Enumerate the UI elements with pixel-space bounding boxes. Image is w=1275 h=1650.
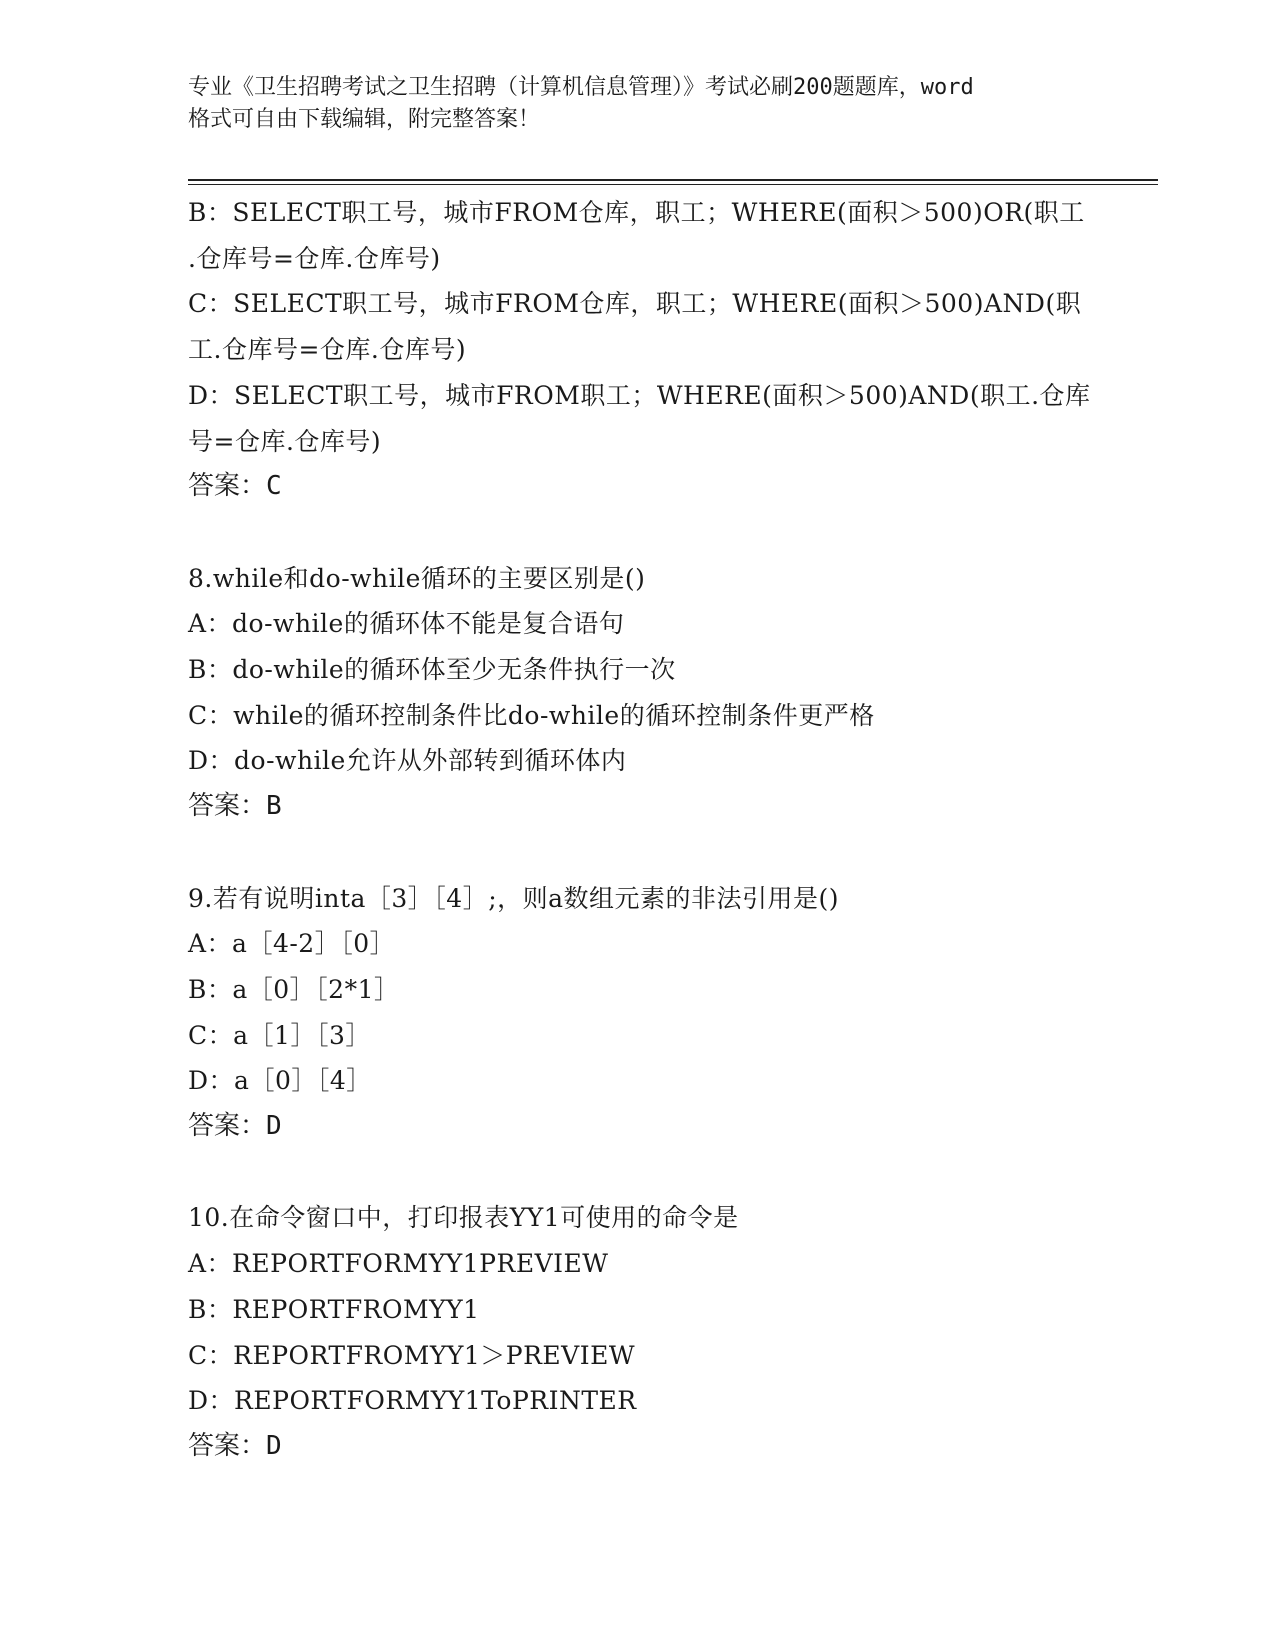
header-divider-thin [188, 184, 1158, 185]
q10-answer: 答案：D [188, 1430, 282, 1461]
q8-option-a: A：do-while的循环体不能是复合语句 [188, 609, 625, 639]
header-divider-thick [188, 179, 1158, 181]
q9-answer: 答案：D [188, 1111, 282, 1142]
q7-option-d-line-2: 号=仓库.仓库号) [188, 426, 382, 456]
document-header [188, 72, 1088, 136]
q7-option-d-line-1: D：SELECT职工号，城市FROM职工；WHERE(面积＞500)AND(职工.仓库 [188, 380, 1091, 410]
q7-option-b-line-2: .仓库号=仓库.仓库号) [188, 243, 441, 273]
question-9-block [188, 876, 1088, 1150]
document-body [188, 190, 1091, 1470]
q9-option-c: C：a［1］［3］ [188, 1020, 371, 1050]
q7-option-b-line-1: B：SELECT职工号，城市FROM仓库，职工；WHERE(面积＞500)OR(职工 [188, 198, 1085, 227]
spacer [188, 830, 1088, 876]
q8-option-b: B：do-while的循环体至少无条件执行一次 [188, 655, 676, 685]
q8-answer: 答案：B [188, 791, 282, 822]
q8-option-c: C：while的循环控制条件比do-while的循环控制条件更严格 [188, 700, 875, 730]
q7-answer: 答案：C [188, 471, 282, 502]
q10-option-d: D：REPORTFORMYY1ToPRINTER [188, 1386, 637, 1416]
q7-option-c-line-2: 工.仓库号=仓库.仓库号) [188, 335, 467, 365]
question-8-block [188, 556, 1088, 830]
q9-question: 9.若有说明inta［3］［4］;，则a数组元素的非法引用是() [188, 883, 840, 913]
q10-option-a: A：REPORTFORMYY1PREVIEW [188, 1249, 609, 1279]
q8-option-d: D：do-while允许从外部转到循环体内 [188, 746, 627, 776]
question-10-block [188, 1195, 1088, 1469]
q9-option-d: D：a［0］［4］ [188, 1066, 372, 1096]
q10-question: 10.在命令窗口中，打印报表YY1可使用的命令是 [188, 1203, 739, 1233]
q10-option-b: B：REPORTFROMYY1 [188, 1294, 480, 1324]
q9-option-a: A：a［4-2］［0］ [188, 929, 396, 959]
q7-option-c-line-1: C：SELECT职工号，城市FROM仓库，职工；WHERE(面积＞500)AND(职 [188, 289, 1082, 319]
q9-option-b: B：a［0］［2*1］ [188, 974, 400, 1004]
header-title-line-1: 专业《卫生招聘考试之卫生招聘（计算机信息管理）》考试必刷200题题库，word [188, 75, 974, 100]
header-title-line-2: 格式可自由下载编辑，附完整答案！ [188, 107, 541, 132]
q10-option-c: C：REPORTFROMYY1＞PREVIEW [188, 1340, 636, 1370]
spacer [188, 1150, 1088, 1196]
spacer [188, 510, 1088, 556]
question-7-block [188, 190, 1091, 510]
q8-question: 8.while和do-while循环的主要区别是() [188, 563, 646, 593]
